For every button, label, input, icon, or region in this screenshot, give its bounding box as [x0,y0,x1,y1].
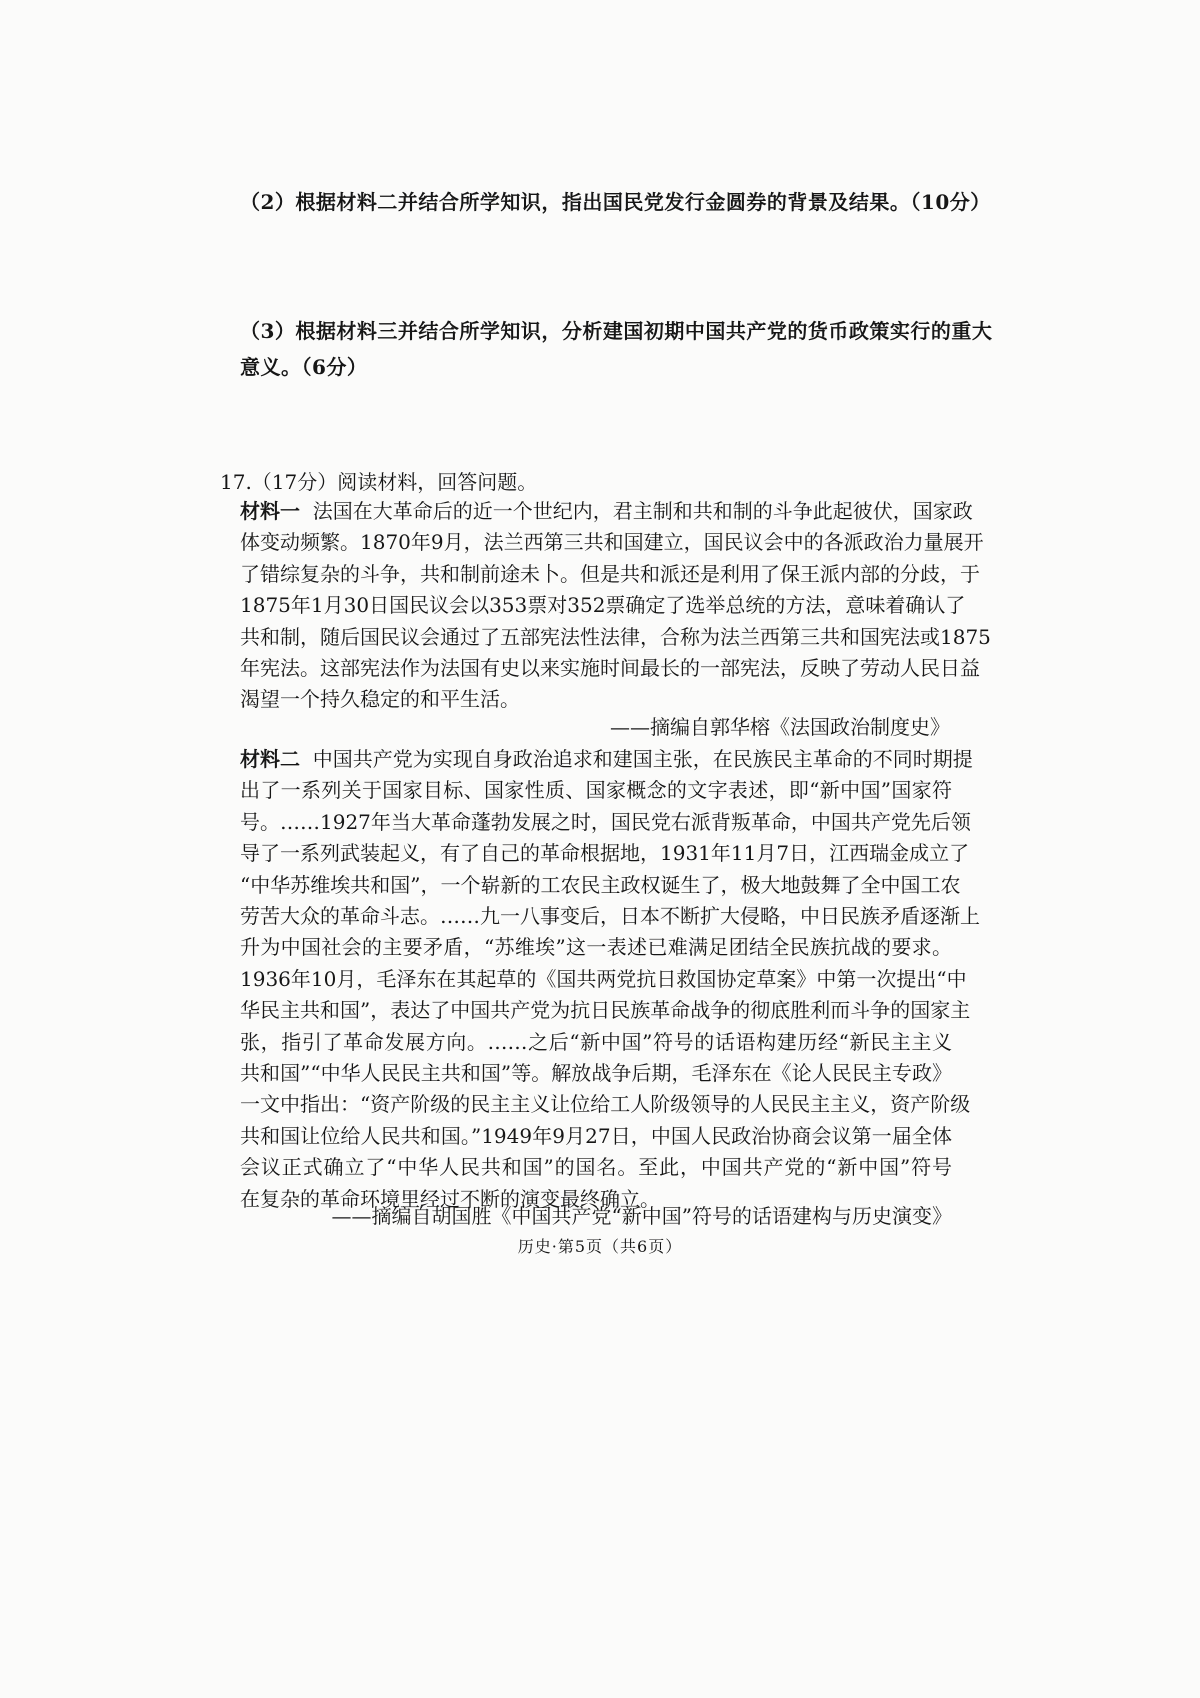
material-2-line: 1936年10月，毛泽东在其起草的《国共两党抗日救国协定草案》中第一次提出“中 [240,966,967,991]
material-2-line: 一文中指出：“资产阶级的民主主义让位给工人阶级领导的人民民主主义，资产阶级 [240,1092,971,1117]
question-3-line-1: （3）根据材料三并结合所学知识，分析建国初期中国共产党的货币政策实行的重大 [240,319,993,343]
material-1-line: 渴望一个持久稳定的和平生活。 [240,687,520,712]
material-2-source: ——摘编自胡国胜《中国共产党“新中国”符号的话语建构与历史演变》 [331,1204,952,1228]
material-2-line: 号。……1927年当大革命蓬勃发展之时，国民党右派背叛革命，中国共产党先后领 [240,809,971,834]
material-2-line: 出了一系列关于国家目标、国家性质、国家概念的文字表述，即“新中国”国家符 [240,778,952,803]
question-3 [240,313,992,385]
material-2-line: 共和国让位给人民共和国。”1949年9月27日，中国人民政治协商会议第一届全体 [240,1123,952,1148]
question-3-line-2: 意义。（6分） [240,355,368,379]
page-footer: 历史·第5页（共6页） [517,1237,683,1256]
material-2 [240,744,980,1215]
material-1-line: 年宪法。这部宪法作为法国有史以来实施时间最长的一部宪法，反映了劳动人民日益 [240,656,980,681]
material-2-line: 会议正式确立了“中华人民共和国”的国名。至此，中国共产党的“新中国”符号 [240,1155,952,1180]
material-2-line: 共和国”“中华人民民主共和国”等。解放战争后期，毛泽东在《论人民民主专政》 [240,1061,952,1086]
material-1 [240,496,991,716]
question-17-header: 17.（17分）阅读材料，回答问题。 [220,470,538,494]
material-2-line: 在复杂的革命环境里经过不断的演变最终确立。 [240,1186,660,1211]
material-1-line: 材料一 法国在大革命后的近一个世纪内，君主制和共和制的斗争此起彼伏，国家政 [240,499,973,523]
material-2-line: 华民主共和国”，表达了中国共产党为抗日民族革命战争的彻底胜利而斗争的国家主 [240,998,971,1023]
material-2-line: 张，指引了革命发展方向。……之后“新中国”符号的话语构建历经“新民主主义 [240,1029,952,1054]
material-2-line: 劳苦大众的革命斗志。……九一八事变后，日本不断扩大侵略，中日民族矛盾逐渐上 [240,904,980,929]
material-1-source: ——摘编自郭华榕《法国政治制度史》 [610,715,950,739]
material-1-label: 材料一 [240,499,300,523]
material-2-line: 导了一系列武装起义，有了自己的革命根据地，1931年11月7日，江西瑞金成立了 [240,841,970,866]
material-1-line: 1875年1月30日国民议会以353票对352票确定了选举总统的方法，意味着确认了 [240,593,966,618]
material-2-line: “中华苏维埃共和国”，一个崭新的工农民主政权诞生了，极大地鼓舞了全中国工农 [240,872,961,897]
material-2-line: 材料二 中国共产党为实现自身政治追求和建国主张，在民族民主革命的不同时期提 [240,747,973,771]
material-2-label: 材料二 [240,747,300,771]
material-2-line: 升为中国社会的主要矛盾，“苏维埃”这一表述已难满足团结全民族抗战的要求。 [240,935,952,960]
material-1-line: 体变动频繁。1870年9月，法兰西第三共和国建立，国民议会中的各派政治力量展开 [240,530,984,555]
material-1-line: 共和制，随后国民议会通过了五部宪法性法律，合称为法兰西第三共和国宪法或1875 [240,624,991,649]
question-2 [240,184,991,220]
question-2-text: （2）根据材料二并结合所学知识，指出国民党发行金圆券的背景及结果。（10分） [240,190,991,214]
material-1-line: 了错综复杂的斗争，共和制前途未卜。但是共和派还是利用了保王派内部的分歧，于 [240,561,980,586]
